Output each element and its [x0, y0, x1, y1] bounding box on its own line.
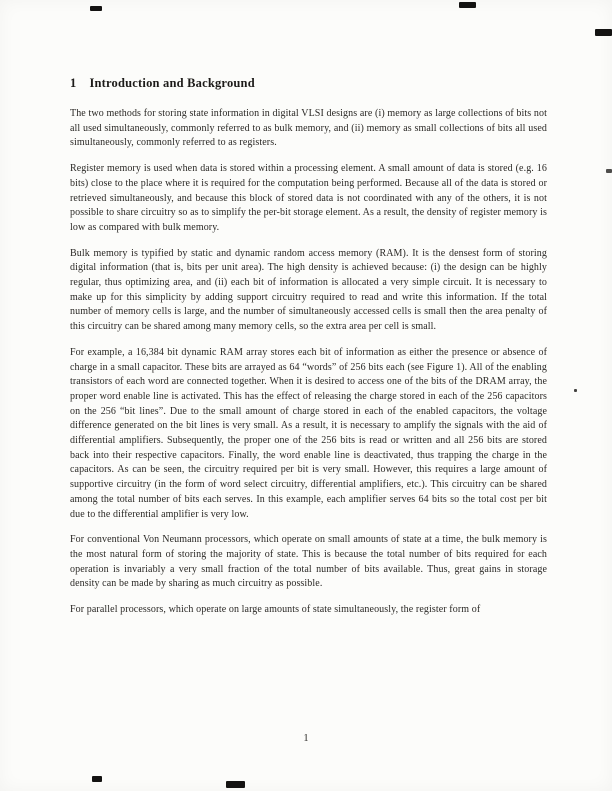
page-content [70, 76, 547, 629]
section-heading [70, 76, 547, 91]
scan-artifact [574, 389, 577, 392]
paragraph: Bulk memory is typified by static and dynamic random access memory (RAM). It is the densest form of storing digital information (that is, bits per unit area). The high density is achieved because: (i) the design can be highly regular, thus optimizing area, and (ii) each bit of information is allocated a very simple circuit. It is necessary to make up for this simplicity by adding support circuitry required to read and write this information. If the total number of memory cells is large, and the number of simultaneously accessed cells is small then the area penalty of this circuitry can be shared among many memory cells, so the extra area per cell is small. [70, 247, 547, 333]
paragraph: For parallel processors, which operate on large amounts of state simultaneously, the register form of [70, 604, 481, 616]
paragraph: For conventional Von Neumann processors, which operate on small amounts of state at a time, the bulk memory is the most natural form of storing the majority of state. This is because the total number of bits required for each operation is invariably a very small fraction of the total number of bits available. Thus, great gains in storage density can be made by sharing as much circuitry as possible. [70, 534, 547, 590]
scan-artifact [92, 776, 102, 782]
paragraph: Register memory is used when data is stored within a processing element. A small amount of data is stored (e.g. 16 bits) close to the place where it is required for the computation being performed. Because all of the data is stored or retrieved simultaneously, and because this block of stored data is not coordinated with any of the others, it is not possible to share circuitry so as to simplify the per-bit storage element. As a result, the density of register memory is low as compared with bulk memory. [70, 163, 547, 233]
scan-artifact [90, 6, 102, 11]
scan-artifact [606, 169, 612, 173]
page-number: 1 [303, 733, 309, 744]
scan-artifact [459, 2, 476, 8]
body-text [70, 107, 547, 618]
section-title: Introduction and Background [89, 76, 255, 90]
paragraph: The two methods for storing state information in digital VLSI designs are (i) memory as large collections of bits not all used simultaneously, commonly referred to as bulk memory, and (ii) memory as small collections of bits all used simultaneously, commonly referred to as registers. [70, 108, 547, 149]
scan-artifact [226, 781, 245, 788]
scan-artifact [595, 29, 612, 36]
section-number: 1 [70, 76, 77, 90]
paragraph: For example, a 16,384 bit dynamic RAM array stores each bit of information as either the presence or absence of charge in a small capacitor. These bits are arrayed as 64 “words” of 256 bits each (see Figure 1). All of the enabling transistors of each word are connected together. When it is desired to access one of the bits of the DRAM array, the proper word enable line is activated. This has the effect of releasing the charge stored in each of the 256 capacitors on the 256 “bit lines”. Due to the small amount of charge stored in each of the enabled capacitors, the voltage difference generated on the bit lines is very small. As a result, it is necessary to amplify the signals with the aid of differential amplifiers. Subsequently, the proper one of the 256 bits is read or written and all 256 bits are stored back into their respective capacitors. Finally, the word enable line is deactivated, thus trapping the charge in the capacitors. As can be seen, the circuitry required per bit is very small. However, this requires a large amount of supportive circuitry (in the form of word select circuitry, differential amplifiers, etc.). This circuitry can be shared among the total number of bits each serves. In this example, each amplifier serves 64 bits so the total cost per bit due to the differential amplifier is very low. [70, 346, 547, 520]
